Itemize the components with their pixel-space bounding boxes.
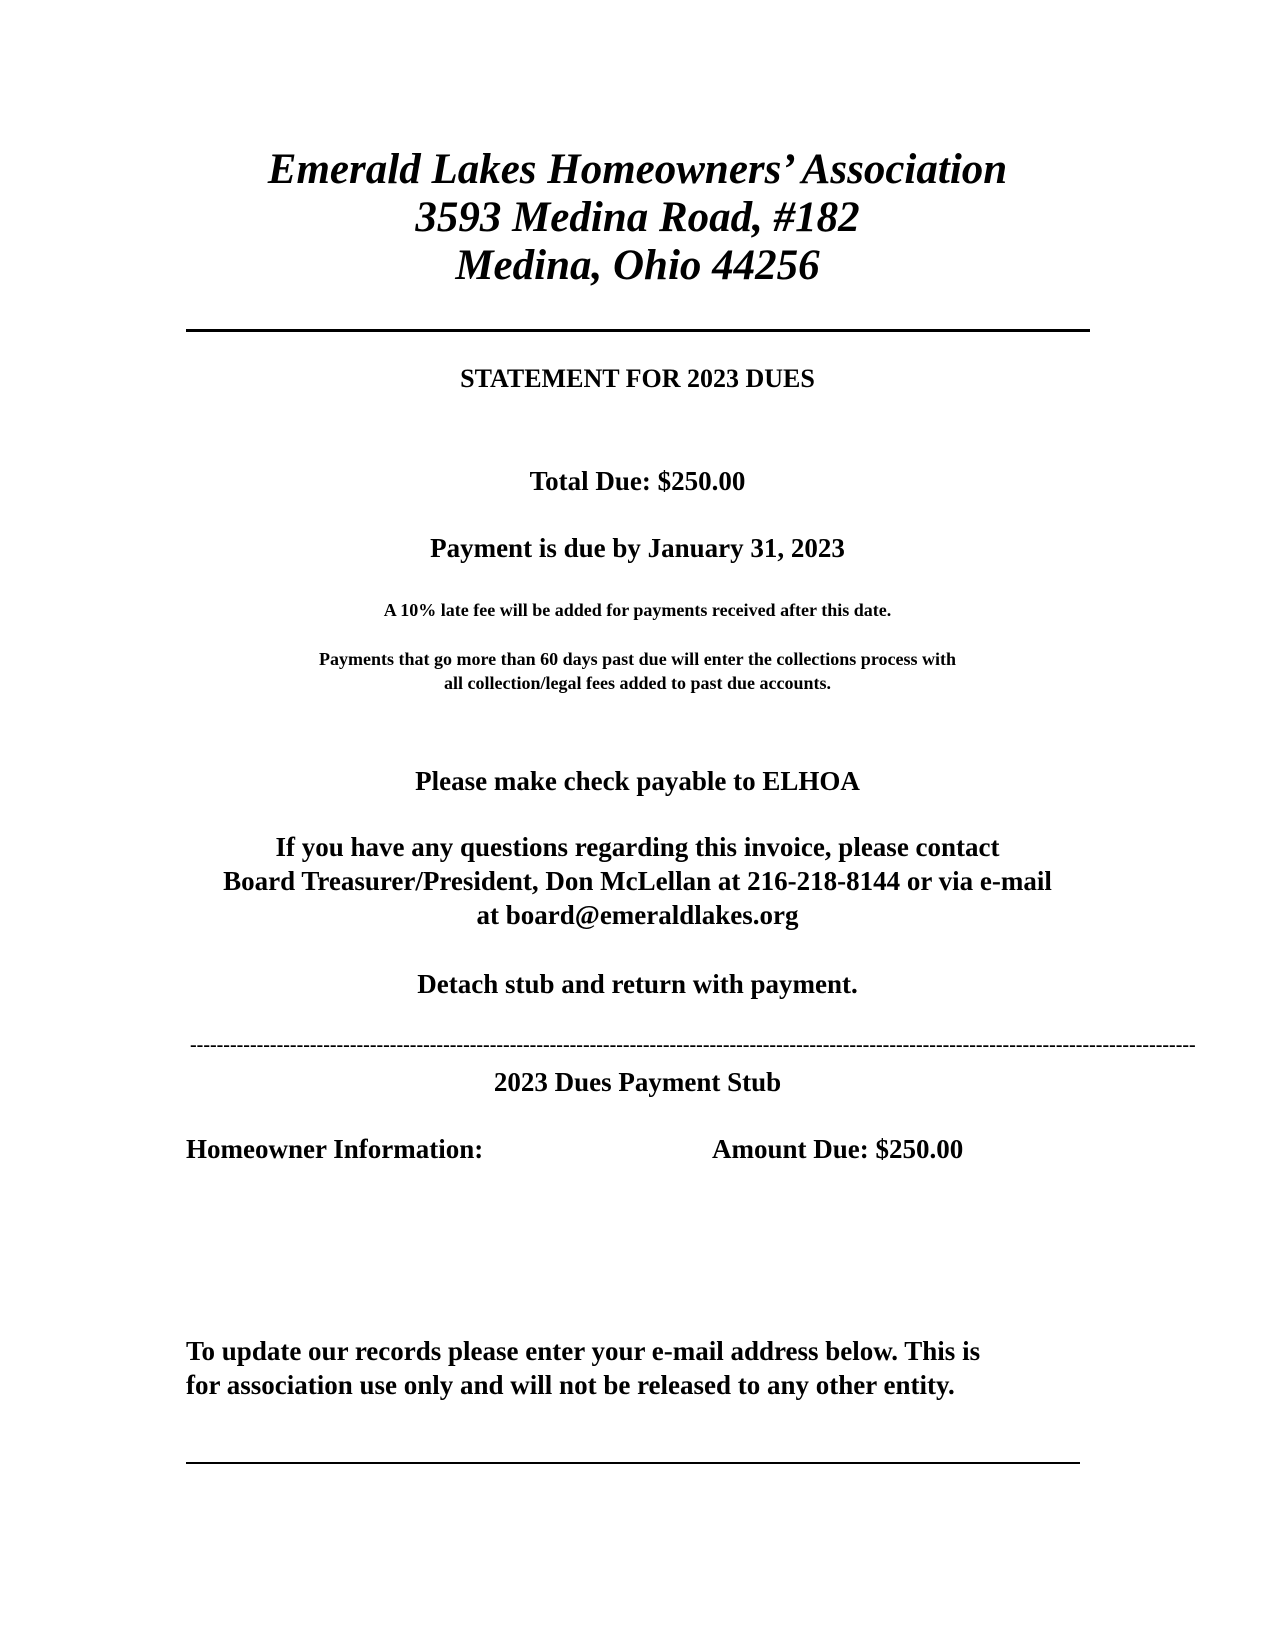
collections-note-line1: Payments that go more than 60 days past due will enter the collections process with bbox=[319, 649, 956, 669]
email-note-line2: for association use only and will not be released to any other entity. bbox=[186, 1370, 955, 1400]
payment-due-date: Payment is due by January 31, 2023 bbox=[430, 533, 845, 563]
stub-separator: ------------------------------------------------------------------------------------------------------------------------------------------------------- bbox=[190, 1034, 1196, 1056]
association-name: Emerald Lakes Homeowners’ Association bbox=[267, 146, 1008, 193]
payable-to: Please make check payable to ELHOA bbox=[415, 766, 860, 796]
stub-title: 2023 Dues Payment Stub bbox=[493, 1067, 782, 1097]
association-city: Medina, Ohio 44256 bbox=[455, 242, 820, 289]
late-fee-note: A 10% late fee will be added for payments received after this date. bbox=[383, 600, 892, 620]
stub-amount-due: Amount Due: $250.00 bbox=[712, 1134, 964, 1164]
statement-title: STATEMENT FOR 2023 DUES bbox=[460, 364, 815, 393]
questions-line1: If you have any questions regarding this invoice, please contact bbox=[275, 832, 1000, 862]
homeowner-label: Homeowner Information: bbox=[186, 1134, 484, 1164]
detach-instruction: Detach stub and return with payment. bbox=[417, 969, 858, 999]
questions-line3: at board@emeraldlakes.org bbox=[476, 900, 799, 930]
total-due: Total Due: $250.00 bbox=[529, 466, 746, 496]
collections-note-line2: all collection/legal fees added to past due accounts. bbox=[444, 673, 831, 693]
association-street: 3593 Medina Road, #182 bbox=[415, 194, 860, 241]
questions-line2: Board Treasurer/President, Don McLellan at 216-218-8144 or via e-mail bbox=[223, 866, 1052, 896]
email-note-line1: To update our records please enter your e-mail address below. This is bbox=[186, 1336, 981, 1366]
header-divider bbox=[186, 329, 1090, 332]
email-entry-line[interactable] bbox=[186, 1462, 1080, 1464]
